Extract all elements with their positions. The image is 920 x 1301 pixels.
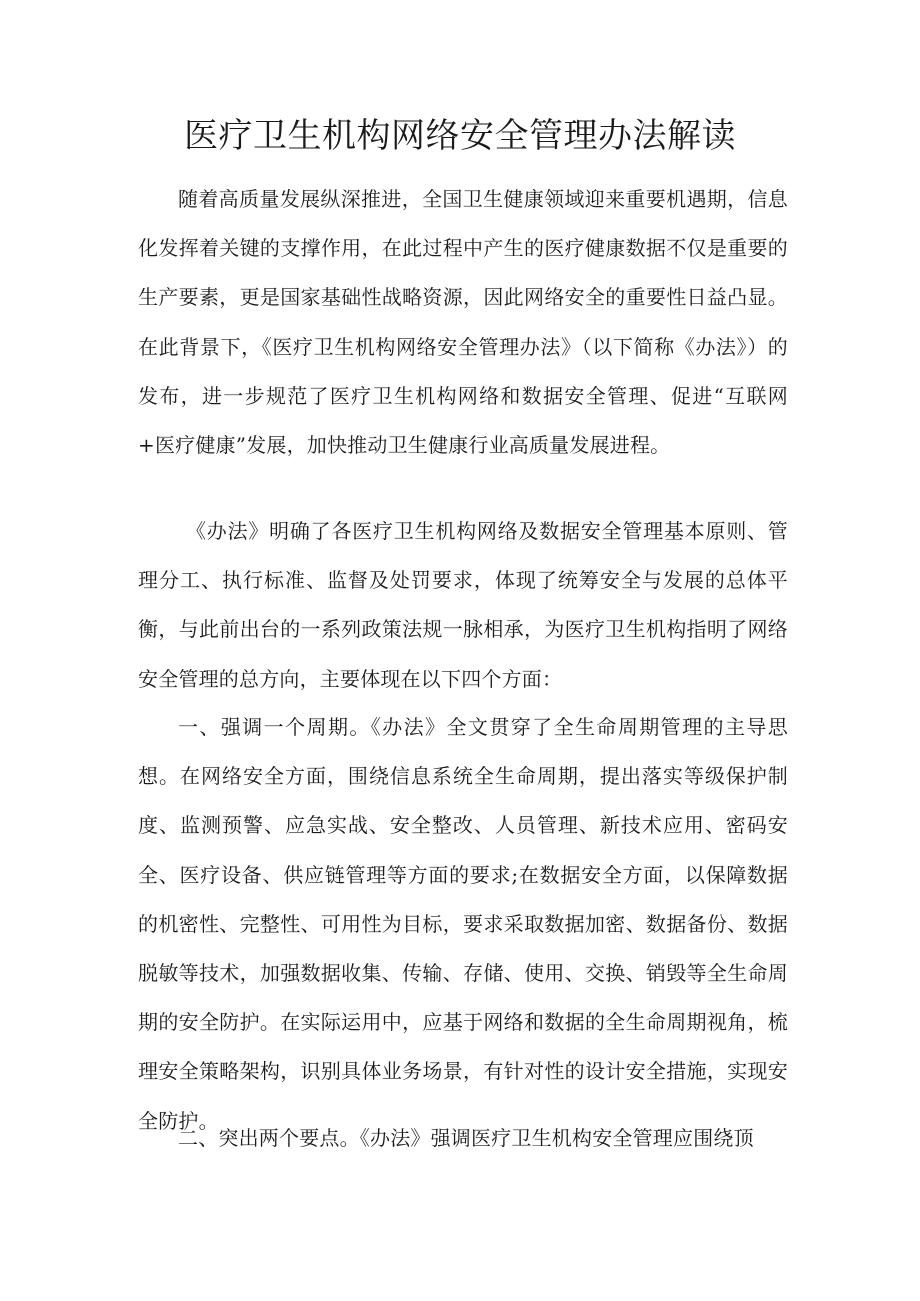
paragraph-point-one: 一、强调一个周期。《办法》全文贯穿了全生命周期管理的主导思想。在网络安全方面，围绕信息系统全生命周期，提出落实等级保护制度、监测预警、应急实战、安全整改、人员管理、新技术应用、密码安全、医疗设备、供应链管理等方面的要求;在数据安全方面，以保障数据的机密性、完整性、可用性为目标，要求采取数据加密、数据备份、数据脱敏等技术，加强数据收集、传输、存储、使用、交换、销毁等全生命周期的安全防护。在实际运用中，应基于网络和数据的全生命周期视角，梳理安全策略架构，识别具体业务场景，有针对性的设计安全措施，实现安全防护。	[138, 715, 788, 1133]
paragraph-intro: 随着高质量发展纵深推进，全国卫生健康领域迎来重要机遇期，信息化发挥着关键的支撑作用，在此过程中产生的医疗健康数据不仅是重要的生产要素，更是国家基础性战略资源，因此网络安全的重要性日益凸显。在此背景下，《医疗卫生机构网络安全管理办法》（以下简称《办法》）的发布，进一步规范了医疗卫生机构网络和数据安全管理、促进“互联网+医疗健康”发展，加快推动卫生健康行业高质量发展进程。	[138, 187, 788, 458]
paragraph-point-two: 二、突出两个要点。《办法》强调医疗卫生机构安全管理应围绕顶	[178, 1126, 754, 1150]
paragraph-overview: 《办法》明确了各医疗卫生机构网络及数据安全管理基本原则、管理分工、执行标准、监督及处罚要求，体现了统筹安全与发展的总体平衡，与此前出台的一系列政策法规一脉相承，为医疗卫生机构指明了网络安全管理的总方向，主要体现在以下四个方面：	[138, 519, 788, 691]
document-title: 医疗卫生机构网络安全管理办法解读	[184, 116, 736, 156]
